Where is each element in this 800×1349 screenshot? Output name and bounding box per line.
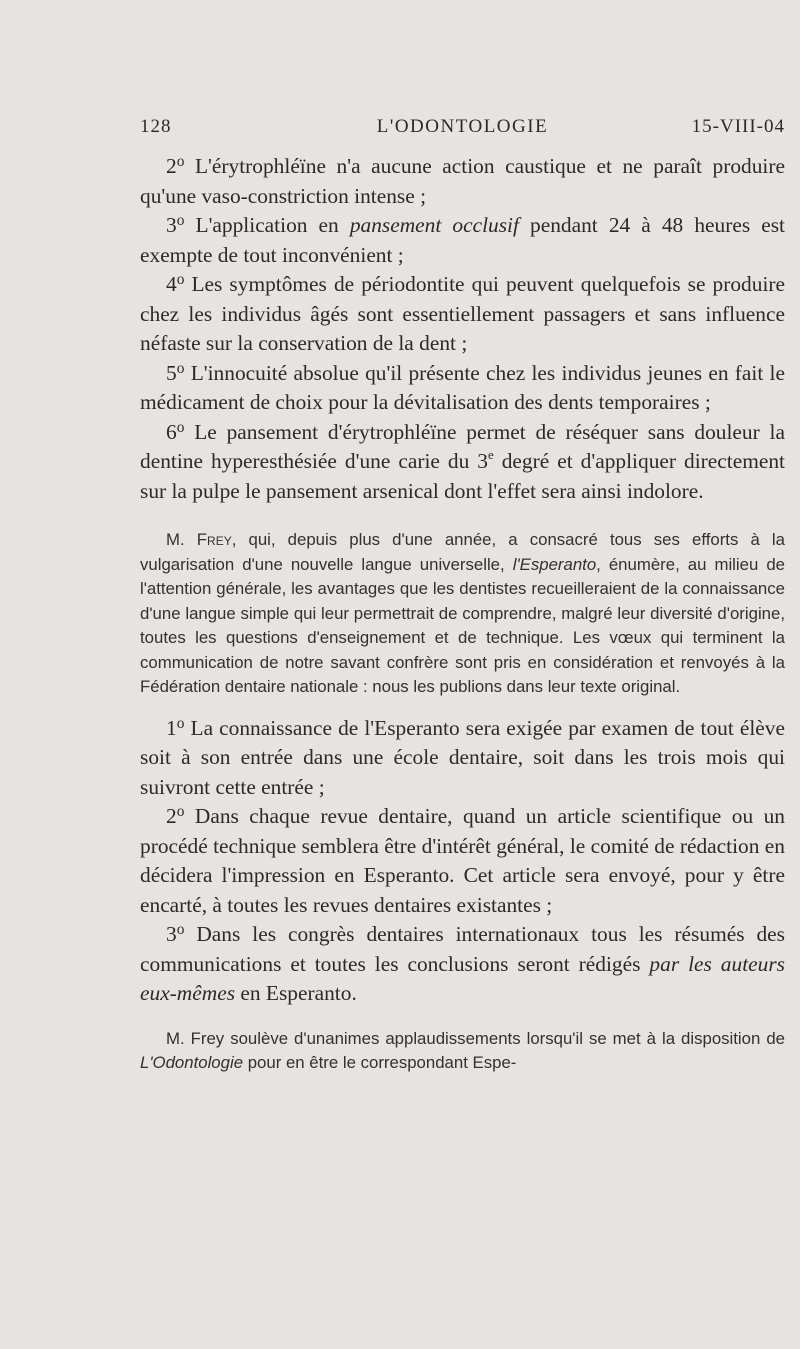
item-text: L'application en <box>195 213 339 237</box>
paragraph-text: , énumère, au milieu de l'attention générale, les avantages que les dentistes recueilleraient de la connaissance d'une langue simple qui leur permettrait de comprendre, malgré leur diversité d'origine, toutes les questions d'enseignement et de technique. Les vœux qui terminent la communication de notre savant confrère sont pris en considération et renvoyés à la Fédération dentaire nationale : nous les publions dans leur texte original. <box>140 554 786 696</box>
page-body <box>140 152 785 1076</box>
item-number: 3 <box>166 213 177 237</box>
language-name: l'Esperanto <box>512 554 597 574</box>
item-number: 5 <box>166 360 177 385</box>
speaker-name: Frey <box>196 530 232 549</box>
item-text: L'innocuité absolue qu'il présente chez les individus jeunes en fait le médicament de choix pour la dévitalisation des dents temporaires ; <box>140 360 785 414</box>
journal-name: L'Odontologie <box>140 1053 244 1072</box>
paragraph-text: M. Frey soulève d'unanimes applaudissements lorsqu'il se met à la disposition de <box>166 1028 785 1048</box>
item-text: Le pansement d'érytrophléïne permet de réséquer sans douleur la dentine hyperesthésiée d'une carie du 3 <box>140 419 785 473</box>
issue-date: 15-VIII-04 <box>691 116 785 137</box>
item-text: pendant 24 à 48 heures est exempte de tout inconvénient ; <box>140 213 786 267</box>
wish-item: 3$^o$ Dans les congrès dentaires internationaux tous les résumés des communications et toutes les conclusions seront rédigés par les auteurs eux-mêmes en Esperanto. <box>140 921 785 1005</box>
item-number: 4 <box>166 272 177 296</box>
frey-paragraph <box>140 528 785 700</box>
speaker-title: M. <box>166 530 185 549</box>
item-number: 2 <box>166 804 177 828</box>
item-text: Les symptômes de périodontite qui peuvent quelquefois se produire chez les individus âgés sont essentiellement passagers et sans influence néfaste sur la conservation de la dent ; <box>140 272 785 355</box>
conclusion-item: 4$^o$ Les symptômes de périodontite qui peuvent quelquefois se produire chez les individus âgés sont essentiellement passagers et sans influence néfaste sur la conservation de la dent ; <box>140 271 785 355</box>
wish-item: 1$^o$ La connaissance de l'Esperanto sera exigée par examen de tout élève soit à son entrée dans une école dentaire, soit dans les trois mois qui suivront cette entrée ; <box>140 714 785 799</box>
conclusion-item: 6$^o$ Le pansement d'érytrophléïne permet de réséquer sans douleur la dentine hyperesthésiée d'une carie du 3e degré et d'appliquer directement sur la pulpe le pansement arsenical dont l'effet sera ainsi indolore. <box>140 418 785 503</box>
item-number: 1 <box>166 715 177 740</box>
item-emphasis: par les auteurs eux-mêmes <box>140 951 785 1005</box>
item-text: Dans les congrès dentaires internationaux tous les résumés des communications et toutes les conclusions seront rédigés <box>140 922 785 976</box>
conclusion-item: 2$^o$ L'érytrophléïne n'a aucune action caustique et ne paraît produire qu'une vaso-constriction intense ; <box>140 153 785 208</box>
ordinal-superscript: e <box>488 448 494 463</box>
wish-item: 2$^o$ Dans chaque revue dentaire, quand un article scientifique ou un procédé technique semblera être d'intérêt général, le comité de rédaction en décidera l'impression en Esperanto. Cet article sera envoyé, pour y être encarté, à toutes les revues dentaires existantes ; <box>140 803 785 917</box>
paragraph-text: pour en être le correspondant Espe- <box>247 1053 517 1072</box>
page-number: 128 <box>140 116 172 137</box>
closing-paragraph <box>140 1027 785 1076</box>
item-text: degré et d'appliquer directement sur la pulpe le pansement arsenical dont l'effet sera ainsi indolore. <box>140 449 785 503</box>
item-text: en Esperanto. <box>240 981 357 1005</box>
journal-title: L'ODONTOLOGIE <box>376 116 549 137</box>
item-number: 2 <box>166 154 177 178</box>
item-number: 6 <box>166 419 177 444</box>
item-text: Dans chaque revue dentaire, quand un article scientifique ou un procédé technique semblera être d'intérêt général, le comité de rédaction en décidera l'impression en Esperanto. Cet article sera envoyé, pour y être encarté, à toutes les revues dentaires existantes ; <box>140 804 785 917</box>
item-text: L'érytrophléïne n'a aucune action caustique et ne paraît produire qu'une vaso-constriction intense ; <box>140 154 785 208</box>
item-number: 3 <box>166 922 177 946</box>
item-emphasis: pansement occlusif <box>349 213 519 237</box>
running-header <box>140 116 785 146</box>
item-text: La connaissance de l'Esperanto sera exigée par examen de tout élève soit à son entrée dans une école dentaire, soit dans les trois mois qui suivront cette entrée ; <box>140 715 785 799</box>
paragraph-text: , qui, depuis plus d'une année, a consacré tous ses efforts à la vulgarisation d'une nouvelle langue universelle, <box>140 530 785 574</box>
conclusion-item: 3$^o$ L'application en pansement occlusif pendant 24 à 48 heures est exempte de tout inconvénient ; <box>140 212 786 267</box>
conclusion-item: 5$^o$ L'innocuité absolue qu'il présente chez les individus jeunes en fait le médicament de choix pour la dévitalisation des dents temporaires ; <box>140 359 785 414</box>
